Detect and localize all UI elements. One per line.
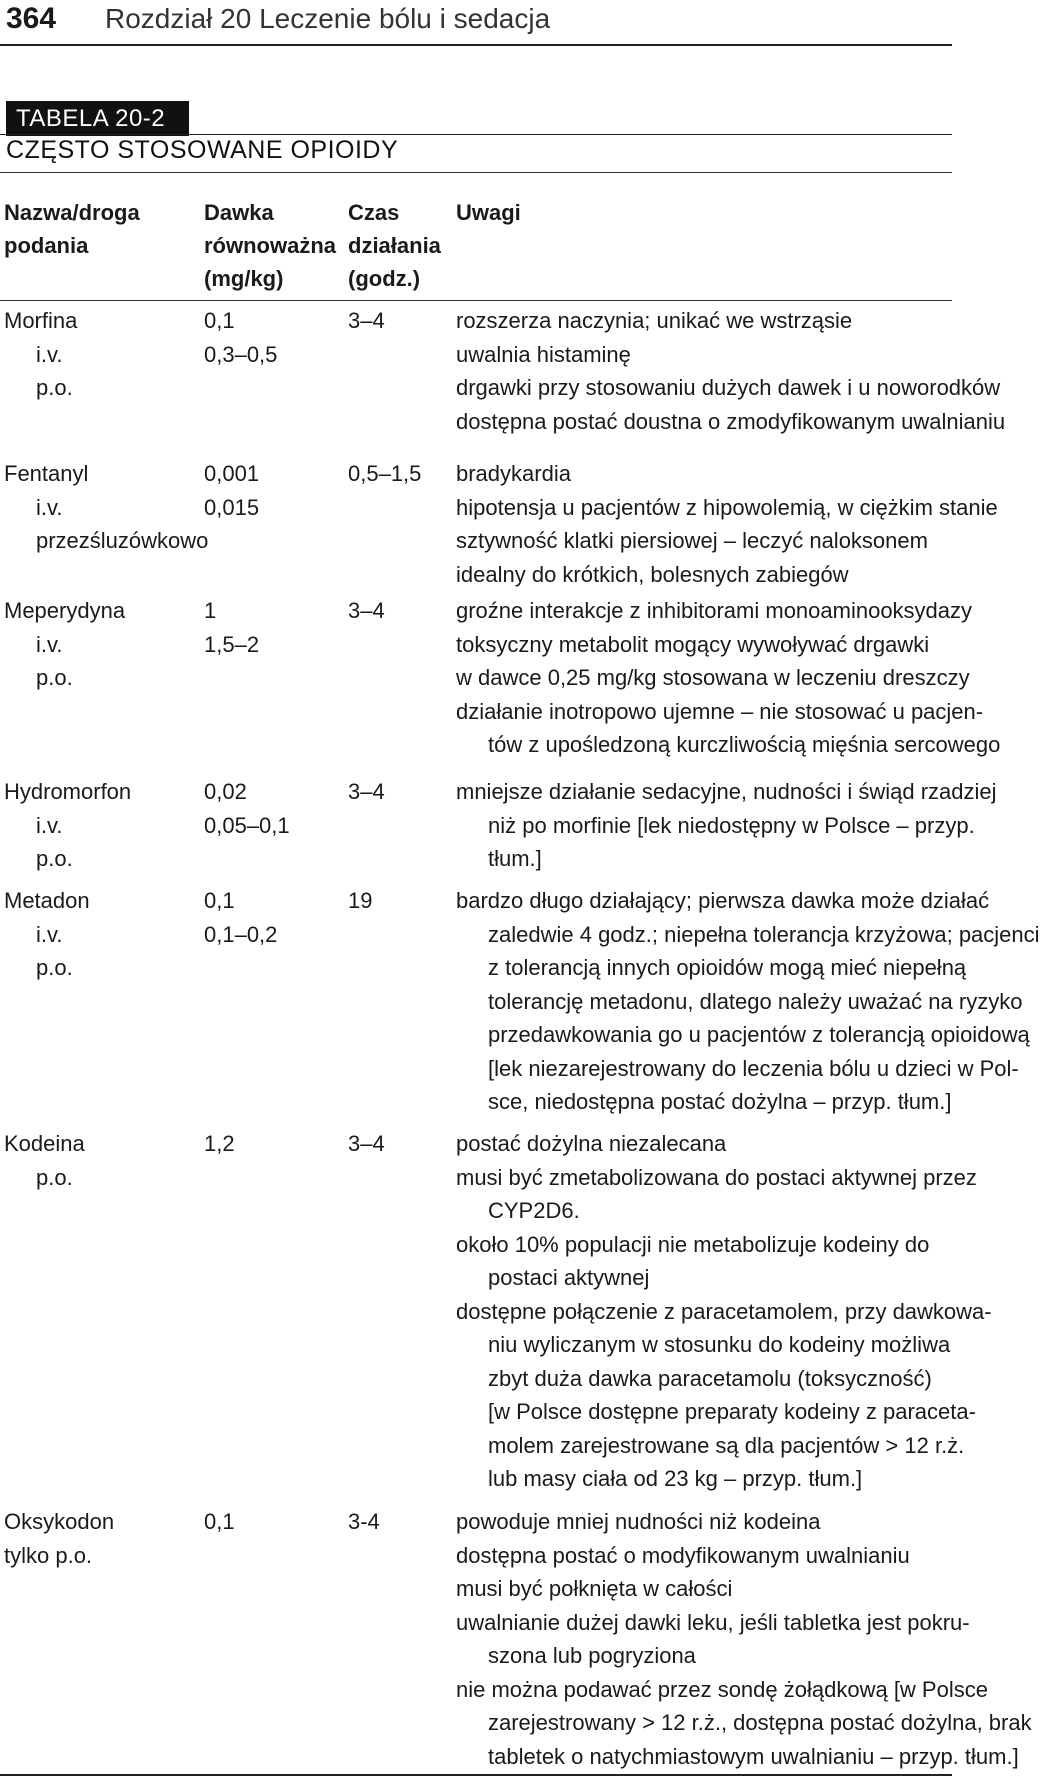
- duration: [348, 304, 448, 338]
- notes: [456, 457, 998, 591]
- notes-line: postaci aktywnej: [488, 1265, 650, 1290]
- header-time: Czas działania (godz.): [348, 200, 441, 291]
- notes-line: około 10% populacji nie metabolizuje kodeiny do: [456, 1231, 930, 1257]
- notes-line: toksyczny metabolit mogący wywoływać drgawki: [456, 631, 930, 657]
- equivalent-dose-line: 0,1: [204, 888, 235, 913]
- notes: [456, 594, 1001, 762]
- duration-line: 0,5–1,5: [348, 461, 422, 486]
- duration: [348, 884, 448, 918]
- notes: [456, 884, 1040, 1119]
- notes-line: dostępna postać doustna o zmodyfikowanym uwalnianiu: [456, 408, 1006, 434]
- equivalent-dose-line: 0,3–0,5: [204, 341, 278, 367]
- notes-line: tów z upośledzoną kurczliwością mięśnia sercowego: [488, 732, 1001, 757]
- drug-name-line: tylko p.o.: [4, 1542, 93, 1568]
- table-top-rule: [0, 134, 952, 135]
- notes: [456, 775, 997, 876]
- notes-line: molem zarejestrowane są dla pacjentów > 12 r.ż.: [488, 1432, 965, 1458]
- duration: [348, 457, 448, 491]
- equivalent-dose-line: 0,1: [204, 308, 235, 333]
- running-title: Rozdział 20 Leczenie bólu i sedacja: [105, 3, 551, 34]
- equivalent-dose-line: 0,05–0,1: [204, 812, 290, 838]
- table-label: TABELA 20-2: [6, 101, 189, 136]
- drug-name-line: Fentanyl: [4, 461, 89, 486]
- drug-name-line: p.o.: [36, 846, 73, 871]
- drug-name-line: Kodeina: [4, 1131, 85, 1156]
- notes-line: niż po morfinie [lek niedostępny w Polsce – przyp.: [488, 812, 975, 838]
- equivalent-dose: [204, 457, 344, 524]
- header-notes: Uwagi: [456, 200, 521, 225]
- duration-line: 3–4: [348, 1131, 385, 1156]
- table-bottom-rule: [0, 1774, 952, 1776]
- table-title: CZĘSTO STOSOWANE OPIOIDY: [6, 136, 399, 164]
- notes-line: [w Polsce dostępne preparaty kodeiny z paraceta-: [488, 1399, 976, 1424]
- notes: [456, 1505, 1032, 1773]
- duration: [348, 594, 448, 628]
- notes-line: zaledwie 4 godz.; niepełna tolerancja krzyżowa; pacjenci: [488, 921, 1040, 947]
- drug-name-line: p.o.: [36, 375, 73, 400]
- notes-line: bradykardia: [456, 461, 571, 486]
- notes-line: zbyt duża dawka paracetamolu (toksyczność): [488, 1365, 932, 1391]
- drug-name-line: i.v.: [36, 494, 63, 520]
- notes-line: bardzo długo działający; pierwsza dawka może działać: [456, 888, 990, 913]
- drug-name-line: Meperydyna: [4, 598, 126, 623]
- page-number: 364: [6, 2, 57, 35]
- notes-line: mniejsze działanie sedacyjne, nudności i świąd rzadziej: [456, 779, 997, 804]
- drug-name-line: przezśluzówkowo: [36, 528, 209, 553]
- header-top-rule: [0, 172, 952, 173]
- drug-name-line: Hydromorfon: [4, 779, 132, 804]
- notes-line: drgawki przy stosowaniu dużych dawek i u noworodków: [456, 375, 1001, 400]
- drug-name-line: Metadon: [4, 888, 90, 913]
- drug-name-line: i.v.: [36, 921, 63, 947]
- notes-line: sztywność klatki piersiowej – leczyć naloksonem: [456, 528, 928, 553]
- drug-name-line: i.v.: [36, 812, 63, 838]
- equivalent-dose-line: 0,1: [204, 1509, 235, 1534]
- notes-line: z tolerancją innych opioidów mogą mieć niepełną: [488, 955, 967, 980]
- equivalent-dose: [204, 1505, 344, 1539]
- header-bottom-rule: [0, 300, 952, 301]
- notes: [456, 304, 1006, 438]
- duration-line: 3–4: [348, 308, 385, 333]
- drug-name: [4, 884, 204, 985]
- duration-line: 3-4: [348, 1509, 380, 1534]
- notes-line: szona lub pogryziona: [488, 1643, 696, 1668]
- notes-line: hipotensja u pacjentów z hipowolemią, w ciężkim stanie: [456, 494, 998, 520]
- notes-line: lub masy ciała od 23 kg – przyp. tłum.]: [488, 1466, 863, 1491]
- notes-line: tolerancję metadonu, dlatego należy uważać na ryzyko: [488, 988, 1023, 1014]
- drug-name: [4, 1505, 204, 1572]
- duration: [348, 1505, 448, 1539]
- notes-line: niu wyliczanym w stosunku do kodeiny możliwa: [488, 1332, 951, 1357]
- notes-line: musi być połknięta w całości: [456, 1576, 733, 1601]
- drug-name-line: p.o.: [36, 665, 73, 690]
- equivalent-dose: [204, 304, 344, 371]
- duration: [348, 1127, 448, 1161]
- drug-name: [4, 594, 204, 695]
- notes-line: CYP2D6.: [488, 1198, 580, 1223]
- notes-line: rozszerza naczynia; unikać we wstrząsie: [456, 308, 853, 333]
- equivalent-dose: [204, 1127, 344, 1161]
- header-dose: Dawka równoważna (mg/kg): [204, 200, 337, 291]
- drug-name-line: p.o.: [36, 955, 73, 980]
- notes-line: uwalnia histaminę: [456, 341, 631, 367]
- equivalent-dose: [204, 775, 344, 842]
- notes: [456, 1127, 992, 1496]
- drug-name: [4, 304, 204, 405]
- notes-line: idealny do krótkich, bolesnych zabiegów: [456, 561, 849, 587]
- equivalent-dose-line: 0,015: [204, 494, 260, 520]
- drug-name-line: Oksykodon: [4, 1509, 115, 1534]
- equivalent-dose-line: 1: [204, 598, 217, 623]
- equivalent-dose: [204, 884, 344, 951]
- drug-name: [4, 775, 204, 876]
- notes-line: uwalnianie dużej dawki leku, jeśli tabletka jest pokru-: [456, 1609, 970, 1635]
- header-name: Nazwa/droga podania: [4, 200, 140, 258]
- drug-name-line: i.v.: [36, 631, 63, 657]
- notes-line: przedawkowania go u pacjentów z tolerancją opioidową: [488, 1022, 1030, 1047]
- equivalent-dose-line: 0,1–0,2: [204, 921, 278, 947]
- drug-name: [4, 457, 209, 558]
- duration-line: 3–4: [348, 598, 385, 623]
- drug-name-line: Morfina: [4, 308, 78, 333]
- notes-line: musi być zmetabolizowana do postaci aktywnej przez: [456, 1164, 977, 1190]
- notes-line: dostępna postać o modyfikowanym uwalnianiu: [456, 1542, 910, 1568]
- equivalent-dose: [204, 594, 344, 661]
- notes-line: postać dożylna niezalecana: [456, 1131, 727, 1156]
- notes-line: nie można podawać przez sondę żołądkową [w Polsce: [456, 1676, 988, 1702]
- drug-name-line: i.v.: [36, 341, 63, 367]
- duration-line: 19: [348, 888, 373, 913]
- page-header: [0, 0, 952, 46]
- equivalent-dose-line: 1,2: [204, 1131, 235, 1156]
- notes-line: zarejestrowany > 12 r.ż., dostępna postać dożylna, brak: [488, 1710, 1032, 1735]
- equivalent-dose-line: 0,02: [204, 779, 247, 804]
- notes-line: w dawce 0,25 mg/kg stosowana w leczeniu dreszczy: [456, 665, 970, 690]
- duration: [348, 775, 448, 809]
- notes-line: tłum.]: [488, 846, 542, 871]
- notes-line: groźne interakcje z inhibitorami monoaminooksydazy: [456, 598, 973, 623]
- notes-line: [lek niezarejestrowany do leczenia bólu u dzieci w Pol-: [488, 1055, 1019, 1081]
- duration-line: 3–4: [348, 779, 385, 804]
- notes-line: tabletek o natychmiastowym uwalnianiu – przyp. tłum.]: [488, 1743, 1019, 1769]
- notes-line: działanie inotropowo ujemne – nie stosować u pacjen-: [456, 698, 984, 724]
- notes-line: powoduje mniej nudności niż kodeina: [456, 1509, 821, 1534]
- equivalent-dose-line: 1,5–2: [204, 631, 260, 657]
- drug-name: [4, 1127, 204, 1194]
- drug-name-line: p.o.: [36, 1164, 73, 1190]
- notes-line: sce, niedostępna postać dożylna – przyp. tłum.]: [488, 1089, 952, 1114]
- notes-line: dostępne połączenie z paracetamolem, przy dawkowa-: [456, 1298, 992, 1324]
- equivalent-dose-line: 0,001: [204, 461, 260, 486]
